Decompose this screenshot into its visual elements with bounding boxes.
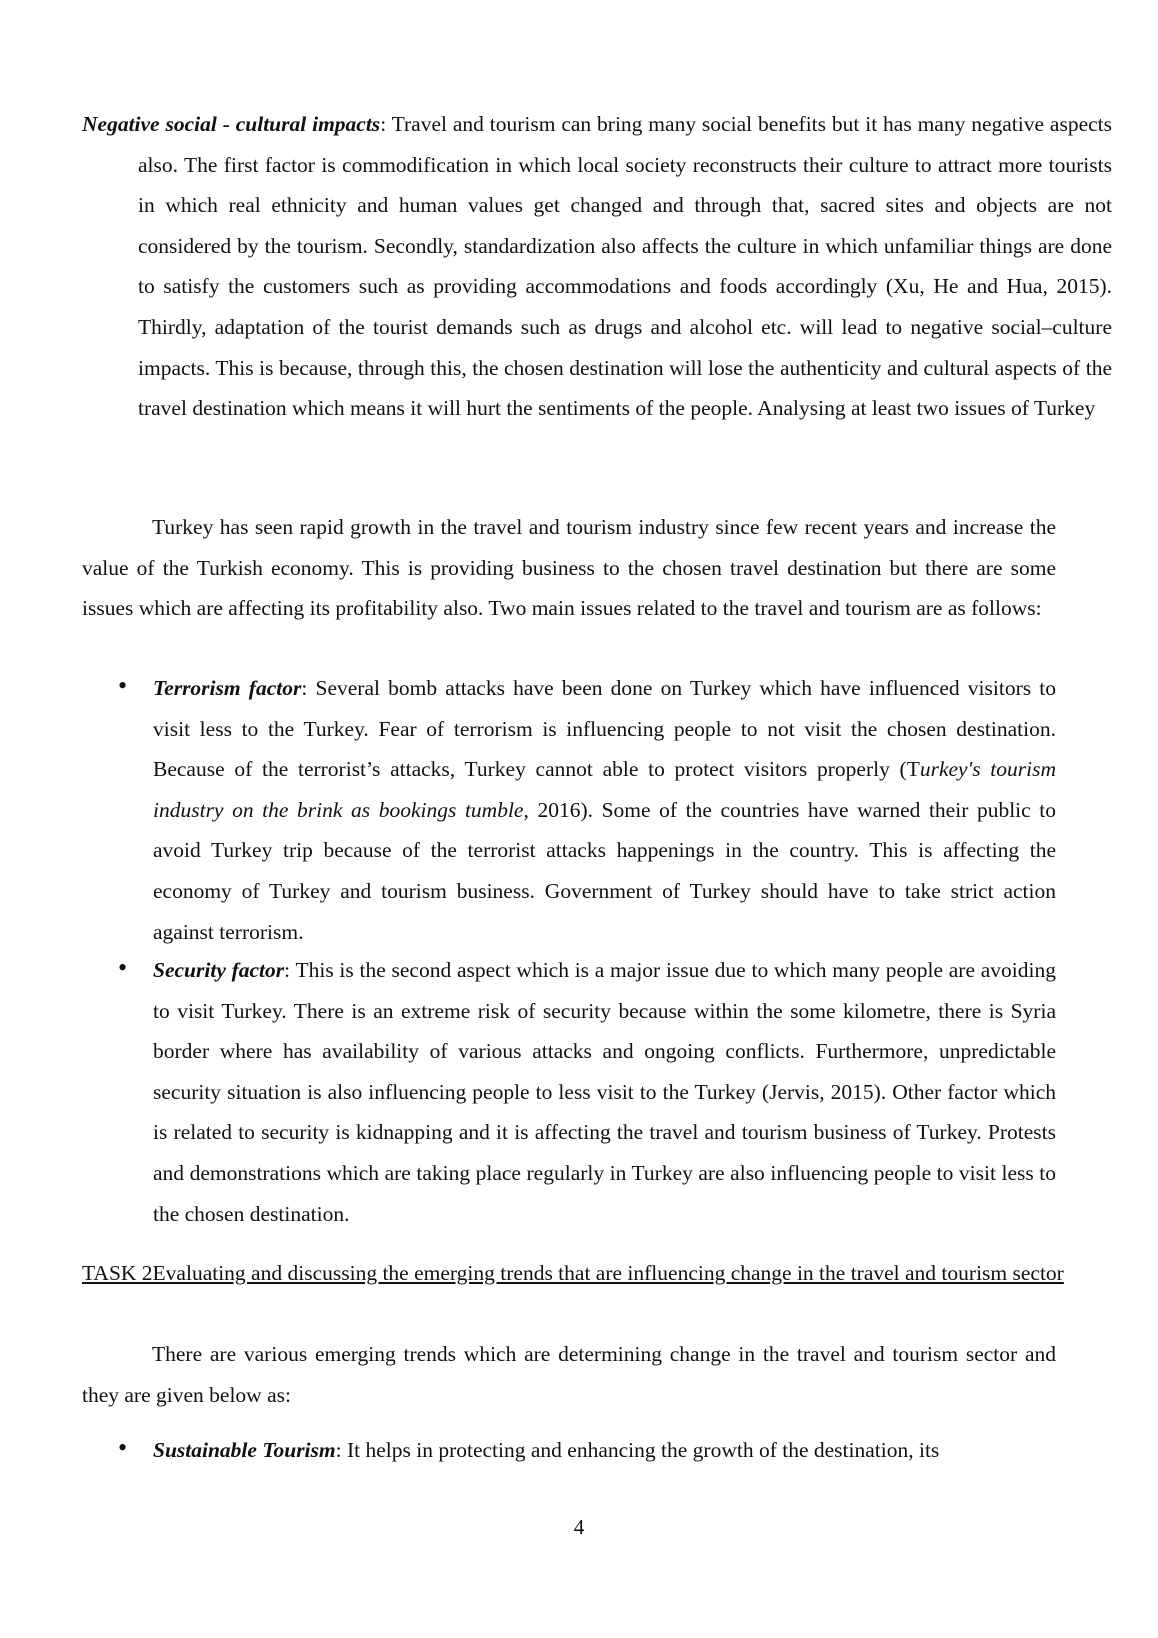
task2-intro-paragraph: There are various emerging trends which are determining change in the travel and tourism sector and they are given below as: [82,1342,1056,1407]
terrorism-factor-text-after: , 2016). Some of the countries have warned their public to avoid Turkey trip because of the terrorist attacks happenings in the country. This is affecting the economy of Turkey and tourism business. Government of Turkey should have to take strict action against terrorism. [153,797,1057,944]
terrorism-citation: urkey's tourism industry on the brink as bookings tumble [153,757,1056,822]
bullet-terrorism: • [118,671,128,700]
sustainable-tourism-label: Sustainable Tourism [153,1438,336,1462]
security-factor-label: Security factor [153,958,285,982]
page-number: 4 [573,1515,585,1539]
turkey-intro-paragraph: Turkey has seen rapid growth in the travel and tourism industry since few recent years and increase the value of the Turkish economy. This is providing business to the chosen travel destination but there are some issues which are affecting its profitability also. Two main issues related to the travel and tourism are as follows: [82,515,1056,621]
sustainable-tourism-text: : It helps in protecting and enhancing the growth of the destination, its [335,1438,940,1462]
bullet-sustainable: • [118,1433,128,1462]
security-factor-text: : This is the second aspect which is a major issue due to which many people are avoiding to visit Turkey. There is an extreme risk of security because within the some kilometre, there is Syria border where has availability of various attacks and ongoing conflicts. Furthermore, unpredictable security situation is also influencing people to less visit to the Turkey (Jervis, 2015). Other factor which is related to security is kidnapping and it is affecting the travel and tourism business of Turkey. Protests and demonstrations which are taking place regularly in Turkey are also influencing people to visit less to the chosen destination. [153,958,1056,1226]
sustainable-tourism-item [153,1430,1056,1471]
security-factor-item [153,950,1056,1234]
negative-impacts-heading: Negative social - cultural impacts [82,112,381,136]
negative-impacts-body: : Travel and tourism can bring many social benefits but it has many negative aspects also. The first factor is commodification in which local society reconstructs their culture to attract more tourists in which real ethnicity and human values get changed and through that, sacred sites and objects are not considered by the tourism. Secondly, standardization also affects the culture in which unfamiliar things are done to satisfy the customers such as providing accommodations and foods accordingly (Xu, He and Hua, 2015). Thirdly, adaptation of the tourist demands such as drugs and alcohol etc. will lead to negative social–culture impacts. This is because, through this, the chosen destination will lose the authenticity and cultural aspects of the travel destination which means it will hurt the sentiments of the people. Analysing at least two issues of Turkey [138,112,1112,421]
terrorism-factor-label: Terrorism factor [153,676,302,700]
negative-impacts-paragraph [82,104,1112,429]
terrorism-factor-text: : Several bomb attacks have been done on Turkey which have influenced visitors to visit less to the Turkey. Fear of terrorism is influencing people to not visit the chosen destination. Because of the terrorist’s attacks, Turkey cannot able to protect visitors properly (T [153,676,1056,782]
terrorism-factor-item [153,668,1056,952]
bullet-security: • [118,953,128,982]
task2-heading: TASK 2Evaluating and discussing the emerging trends that are influencing change in the travel and tourism sector [82,1261,1064,1285]
